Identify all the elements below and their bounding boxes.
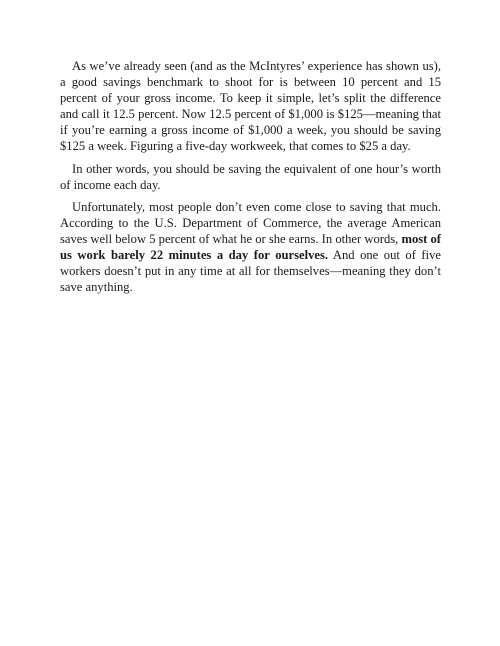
- body-text: [60, 58, 441, 301]
- emphasis-22-minutes: most of us work barely 22 minutes a day for ourselves.: [60, 231, 441, 263]
- paragraph-text-after-emphasis: And one out of five workers doesn’t put in any time at all for themselves—meaning they don’t save anything.: [60, 248, 441, 295]
- paragraph-text-before-emphasis: Unfortunately, most people don’t even come close to saving that much. According to the U.S. Department of Commerce, the average American saves well below 5 percent of what he or she earns. In other words,: [60, 199, 441, 246]
- paragraph-savings-benchmark: As we’ve already seen (and as the McIntyres’ experience has shown us), a good savings benchmark to shoot for is between 10 percent and 15 percent of your gross income. To keep it simple, let’s split the difference and call it 12.5 percent. Now 12.5 percent of $1,000 is $125—meaning that if you’re earning a gross income of $1,000 a week, you should be saving $125 a week. Figuring a five-day workweek, that comes to $25 a day.: [60, 59, 441, 154]
- paragraph-unfortunately: [60, 199, 441, 296]
- paragraph-hourly-equivalent: In other words, you should be saving the equivalent of one hour’s worth of income each day.: [60, 161, 441, 192]
